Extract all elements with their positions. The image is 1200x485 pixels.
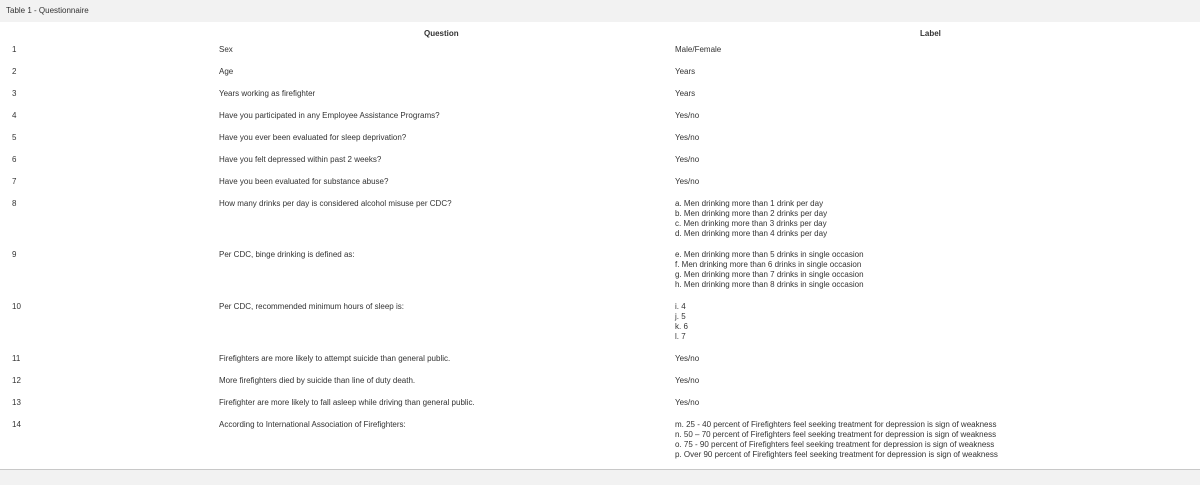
row-number: 5 [12,133,17,142]
row-label [675,111,699,121]
row-question: Per CDC, binge drinking is defined as: [219,250,355,259]
row-label [675,250,864,290]
label-option: o. 75 - 90 percent of Firefighters feel seeking treatment for depression is sign of weakness [675,440,995,449]
row-question: Years working as firefighter [219,89,316,98]
row-label [675,155,699,165]
label-option: b. Men drinking more than 2 drinks per day [675,209,828,218]
row-question: Firefighters are more likely to attempt suicide than general public. [219,354,451,363]
label-option: Yes/no [675,111,700,120]
row-question: Sex [219,45,233,54]
row-label [675,89,695,99]
row-label [675,420,998,460]
row-label [675,45,721,55]
bottom-bar [0,469,1200,485]
row-label [675,177,699,187]
label-option: m. 25 - 40 percent of Firefighters feel seeking treatment for depression is sign of weakness [675,420,997,429]
row-label [675,67,695,77]
label-option: j. 5 [675,312,686,321]
label-option: Yes/no [675,177,700,186]
label-option: k. 6 [675,322,688,331]
label-option: Yes/no [675,133,700,142]
row-label [675,199,827,239]
row-number: 8 [12,199,17,208]
label-option: Male/Female [675,45,722,54]
row-number: 1 [12,45,17,54]
row-question: Have you been evaluated for substance abuse? [219,177,389,186]
label-option: g. Men drinking more than 7 drinks in single occasion [675,270,864,279]
row-number: 14 [12,420,21,429]
row-question: More firefighters died by suicide than line of duty death. [219,376,416,385]
label-option: a. Men drinking more than 1 drink per day [675,199,824,208]
row-number: 9 [12,250,17,259]
row-question: Age [219,67,234,76]
row-question: How many drinks per day is considered alcohol misuse per CDC? [219,199,452,208]
row-question: Have you ever been evaluated for sleep deprivation? [219,133,407,142]
label-option: h. Men drinking more than 8 drinks in single occasion [675,280,864,289]
header-question: Question [424,29,459,38]
label-option: n. 50 – 70 percent of Firefighters feel seeking treatment for depression is sign of weakness [675,430,997,439]
row-question: Have you felt depressed within past 2 weeks? [219,155,382,164]
row-number: 3 [12,89,17,98]
label-option: l. 7 [675,332,686,341]
label-option: Yes/no [675,398,700,407]
row-number: 11 [12,354,21,363]
label-option: p. Over 90 percent of Firefighters feel seeking treatment for depression is sign of weakness [675,450,998,459]
label-option: Years [675,67,696,76]
label-option: e. Men drinking more than 5 drinks in single occasion [675,250,864,259]
row-number: 2 [12,67,17,76]
row-number: 10 [12,302,21,311]
label-option: Yes/no [675,354,700,363]
row-question: Per CDC, recommended minimum hours of sleep is: [219,302,404,311]
row-label [675,302,688,342]
label-option: c. Men drinking more than 3 drinks per day [675,219,827,228]
label-option: Yes/no [675,376,700,385]
row-number: 6 [12,155,17,164]
row-number: 7 [12,177,17,186]
label-option: i. 4 [675,302,686,311]
row-question: Firefighter are more likely to fall asleep while driving than general public. [219,398,475,407]
row-label [675,133,699,143]
label-option: f. Men drinking more than 6 drinks in single occasion [675,260,862,269]
table-caption-bar [0,0,1200,22]
row-number: 12 [12,376,21,385]
row-label [675,354,699,364]
label-option: Years [675,89,696,98]
header-label: Label [920,29,941,38]
row-question: According to International Association of Firefighters: [219,420,406,429]
row-number: 13 [12,398,21,407]
row-label [675,398,699,408]
row-question: Have you participated in any Employee Assistance Programs? [219,111,440,120]
table-caption: Table 1 - Questionnaire [6,6,89,15]
row-label [675,376,699,386]
row-number: 4 [12,111,17,120]
label-option: Yes/no [675,155,700,164]
label-option: d. Men drinking more than 4 drinks per day [675,229,828,238]
